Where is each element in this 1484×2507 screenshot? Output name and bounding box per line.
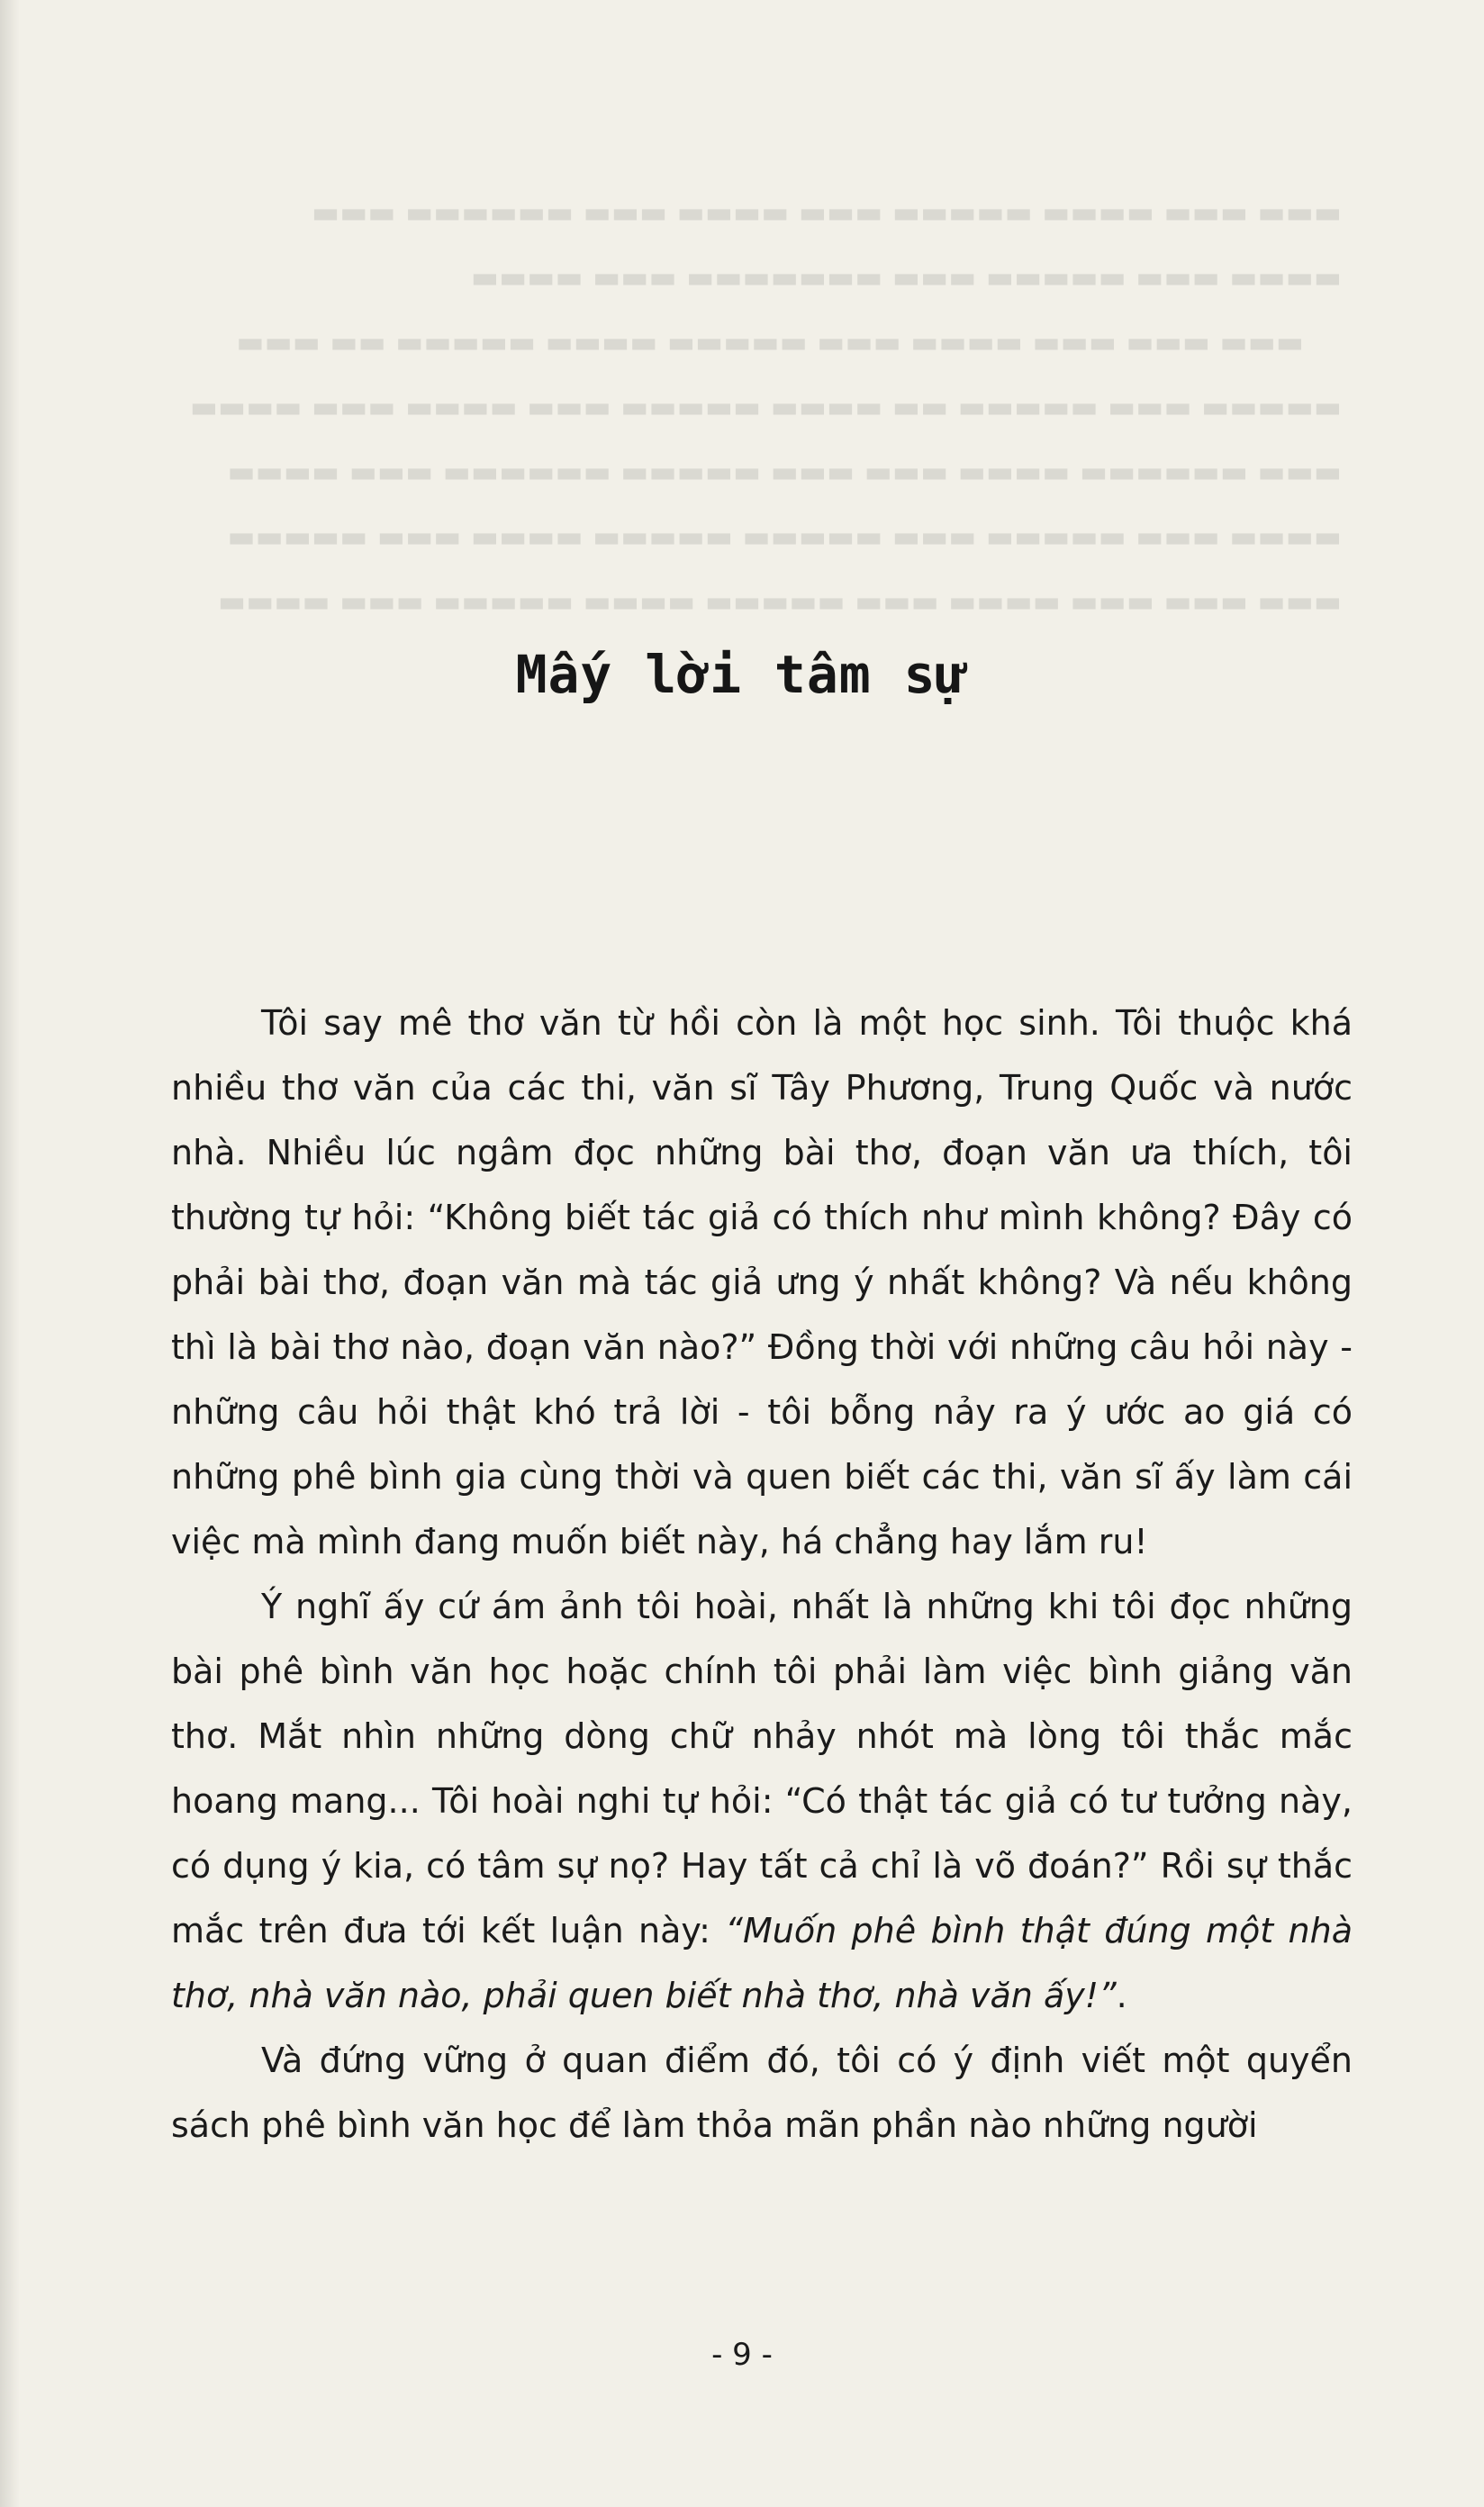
paragraph-2-quote: “Muốn phê bình thật đúng một nhà thơ, nhà văn nào, phải quen biết nhà thơ, nhà văn ấy!”: [171, 1911, 1353, 2015]
chapter-title: Mấy lời tâm sự: [515, 644, 969, 705]
paragraph-2-tail: .: [1116, 1976, 1127, 2015]
body-text: [171, 991, 1353, 2158]
page-number: - 9 -: [711, 2337, 773, 2373]
paragraph-1: Tôi say mê thơ văn từ hồi còn là một học sinh. Tôi thuộc khá nhiều thơ văn của các thi, văn sĩ Tây Phương, Trung Quốc và nước nhà. Nhiều lúc ngâm đọc những bài thơ, đoạn văn ưa thích, tôi thường tự hỏi: “Không biết tác giả có thích như mình không? Đây có phải bài thơ, đoạn văn mà tác giả ưng ý nhất không? Và nếu không thì là bài thơ nào, đoạn văn nào?” Đồng thời với những câu hỏi này - những câu hỏi thật khó trả lời - tôi bỗng nảy ra ý ước ao giá có những phê bình gia cùng thời và quen biết các thi, văn sĩ ấy làm cái việc mà mình đang muốn biết này, há chẳng hay lắm ru!: [171, 1003, 1353, 1561]
paragraph-3: Và đứng vững ở quan điểm đó, tôi có ý định viết một quyển sách phê bình văn học để làm thỏa mãn phần nào những người: [171, 2041, 1353, 2145]
show-through-text: ▬▬▬ ▬▬▬ ▬▬▬▬ ▬▬▬▬▬ ▬▬▬ ▬▬▬▬ ▬▬▬ ▬▬▬▬▬▬ ▬▬▬ ▬▬▬▬ ▬▬▬ ▬▬▬▬▬ ▬▬▬ ▬▬▬▬▬▬▬ ▬▬▬ ▬▬▬▬ ▬▬▬ ▬▬▬ ▬▬▬ ▬▬▬▬ ▬▬▬ ▬▬▬▬▬ ▬▬▬▬ ▬▬▬▬▬ ▬▬ ▬▬▬ ▬▬▬▬▬ ▬▬▬ ▬▬▬▬▬ ▬▬ ▬▬▬▬ ▬▬▬▬▬ ▬▬▬ ▬▬▬▬ ▬▬▬ ▬▬▬▬ ▬▬▬ ▬▬▬▬▬▬ ▬▬▬▬ ▬▬▬ ▬▬▬ ▬▬▬▬▬ ▬▬▬▬▬▬ ▬▬▬ ▬▬▬▬ ▬▬▬▬ ▬▬▬ ▬▬▬▬▬ ▬▬▬ ▬▬▬▬▬ ▬▬▬▬▬ ▬▬▬▬ ▬▬▬ ▬▬▬▬▬ ▬▬▬ ▬▬▬ ▬▬▬ ▬▬▬▬ ▬▬▬ ▬▬▬▬▬ ▬▬▬▬ ▬▬▬▬▬ ▬▬▬ ▬▬▬▬: [189, 195, 1342, 619]
paragraph-2-text: Ý nghĩ ấy cứ ám ảnh tôi hoài, nhất là những khi tôi đọc những bài phê bình văn học hoặc chính tôi phải làm việc bình giảng văn thơ. Mắt nhìn những dòng chữ nhảy nhót mà lòng tôi thắc mắc hoang mang... Tôi hoài nghi tự hỏi: “Có thật tác giả có tư tưởng này, có dụng ý kia, có tâm sự nọ? Hay tất cả chỉ là võ đoán?” Rồi sự thắc mắc trên đưa tới kết luận này:: [171, 1587, 1353, 1950]
paragraph-2: [171, 1574, 1353, 2028]
